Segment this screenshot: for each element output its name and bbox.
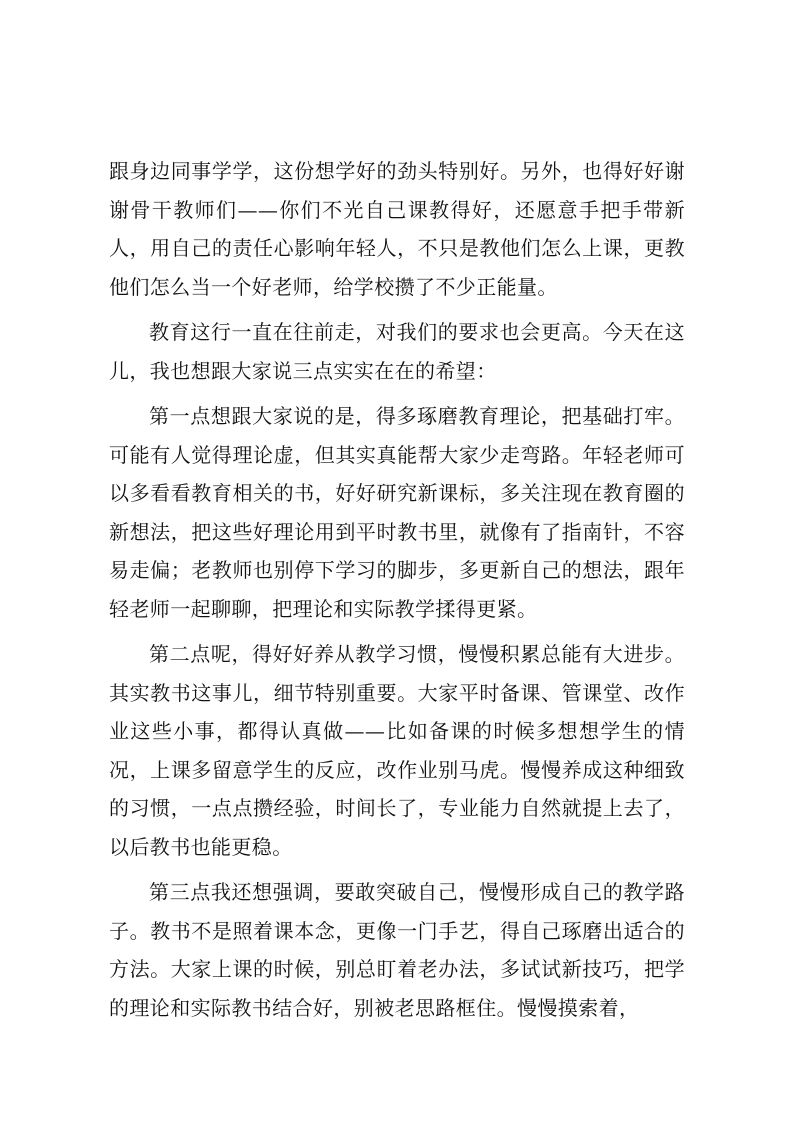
paragraph-point-three: 第三点我还想强调，要敢突破自己，慢慢形成自己的教学路子。教书不是照着课本念，更像一门手艺，得自己琢磨出适合的方法。大家上课的时候，别总盯着老办法，多试试新技巧，把学的理论和实际教书结合好，别被老思路框住。慢慢摸索着， [109, 880, 685, 1020]
paragraph-intro-hopes: 教育这行一直在往前走，对我们的要求也会更高。今天在这儿，我也想跟大家说三点实实在在的希望： [109, 320, 685, 383]
paragraph-point-two: 第二点呢，得好好养从教学习惯，慢慢积累总能有大进步。其实教书这事儿，细节特别重要。大家平时备课、管课堂、改作业这些小事，都得认真做——比如备课的时候多想想学生的情况，上课多留意学生的反应，改作业别马虎。慢慢养成这种细致的习惯，一点点攒经验，时间长了，专业能力自然就提上去了，以后教书也能更稳。 [109, 642, 685, 859]
paragraph-point-one: 第一点想跟大家说的是，得多琢磨教育理论，把基础打牢。可能有人觉得理论虚，但其实真能帮大家少走弯路。年轻老师可以多看看教育相关的书，好好研究新课标，多关注现在教育圈的新想法，把这些好理论用到平时教书里，就像有了指南针，不容易走偏；老教师也别停下学习的脚步，多更新自己的想法，跟年轻老师一起聊聊，把理论和实际教学揉得更紧。 [109, 404, 685, 621]
paragraph-continued: 跟身边同事学学，这份想学好的劲头特别好。另外，也得好好谢谢骨干教师们——你们不光自己课教得好，还愿意手把手带新人，用自己的责任心影响年轻人，不只是教他们怎么上课，更教他们怎么当一个好老师，给学校攒了不少正能量。 [109, 159, 685, 299]
document-body [109, 152, 685, 1034]
